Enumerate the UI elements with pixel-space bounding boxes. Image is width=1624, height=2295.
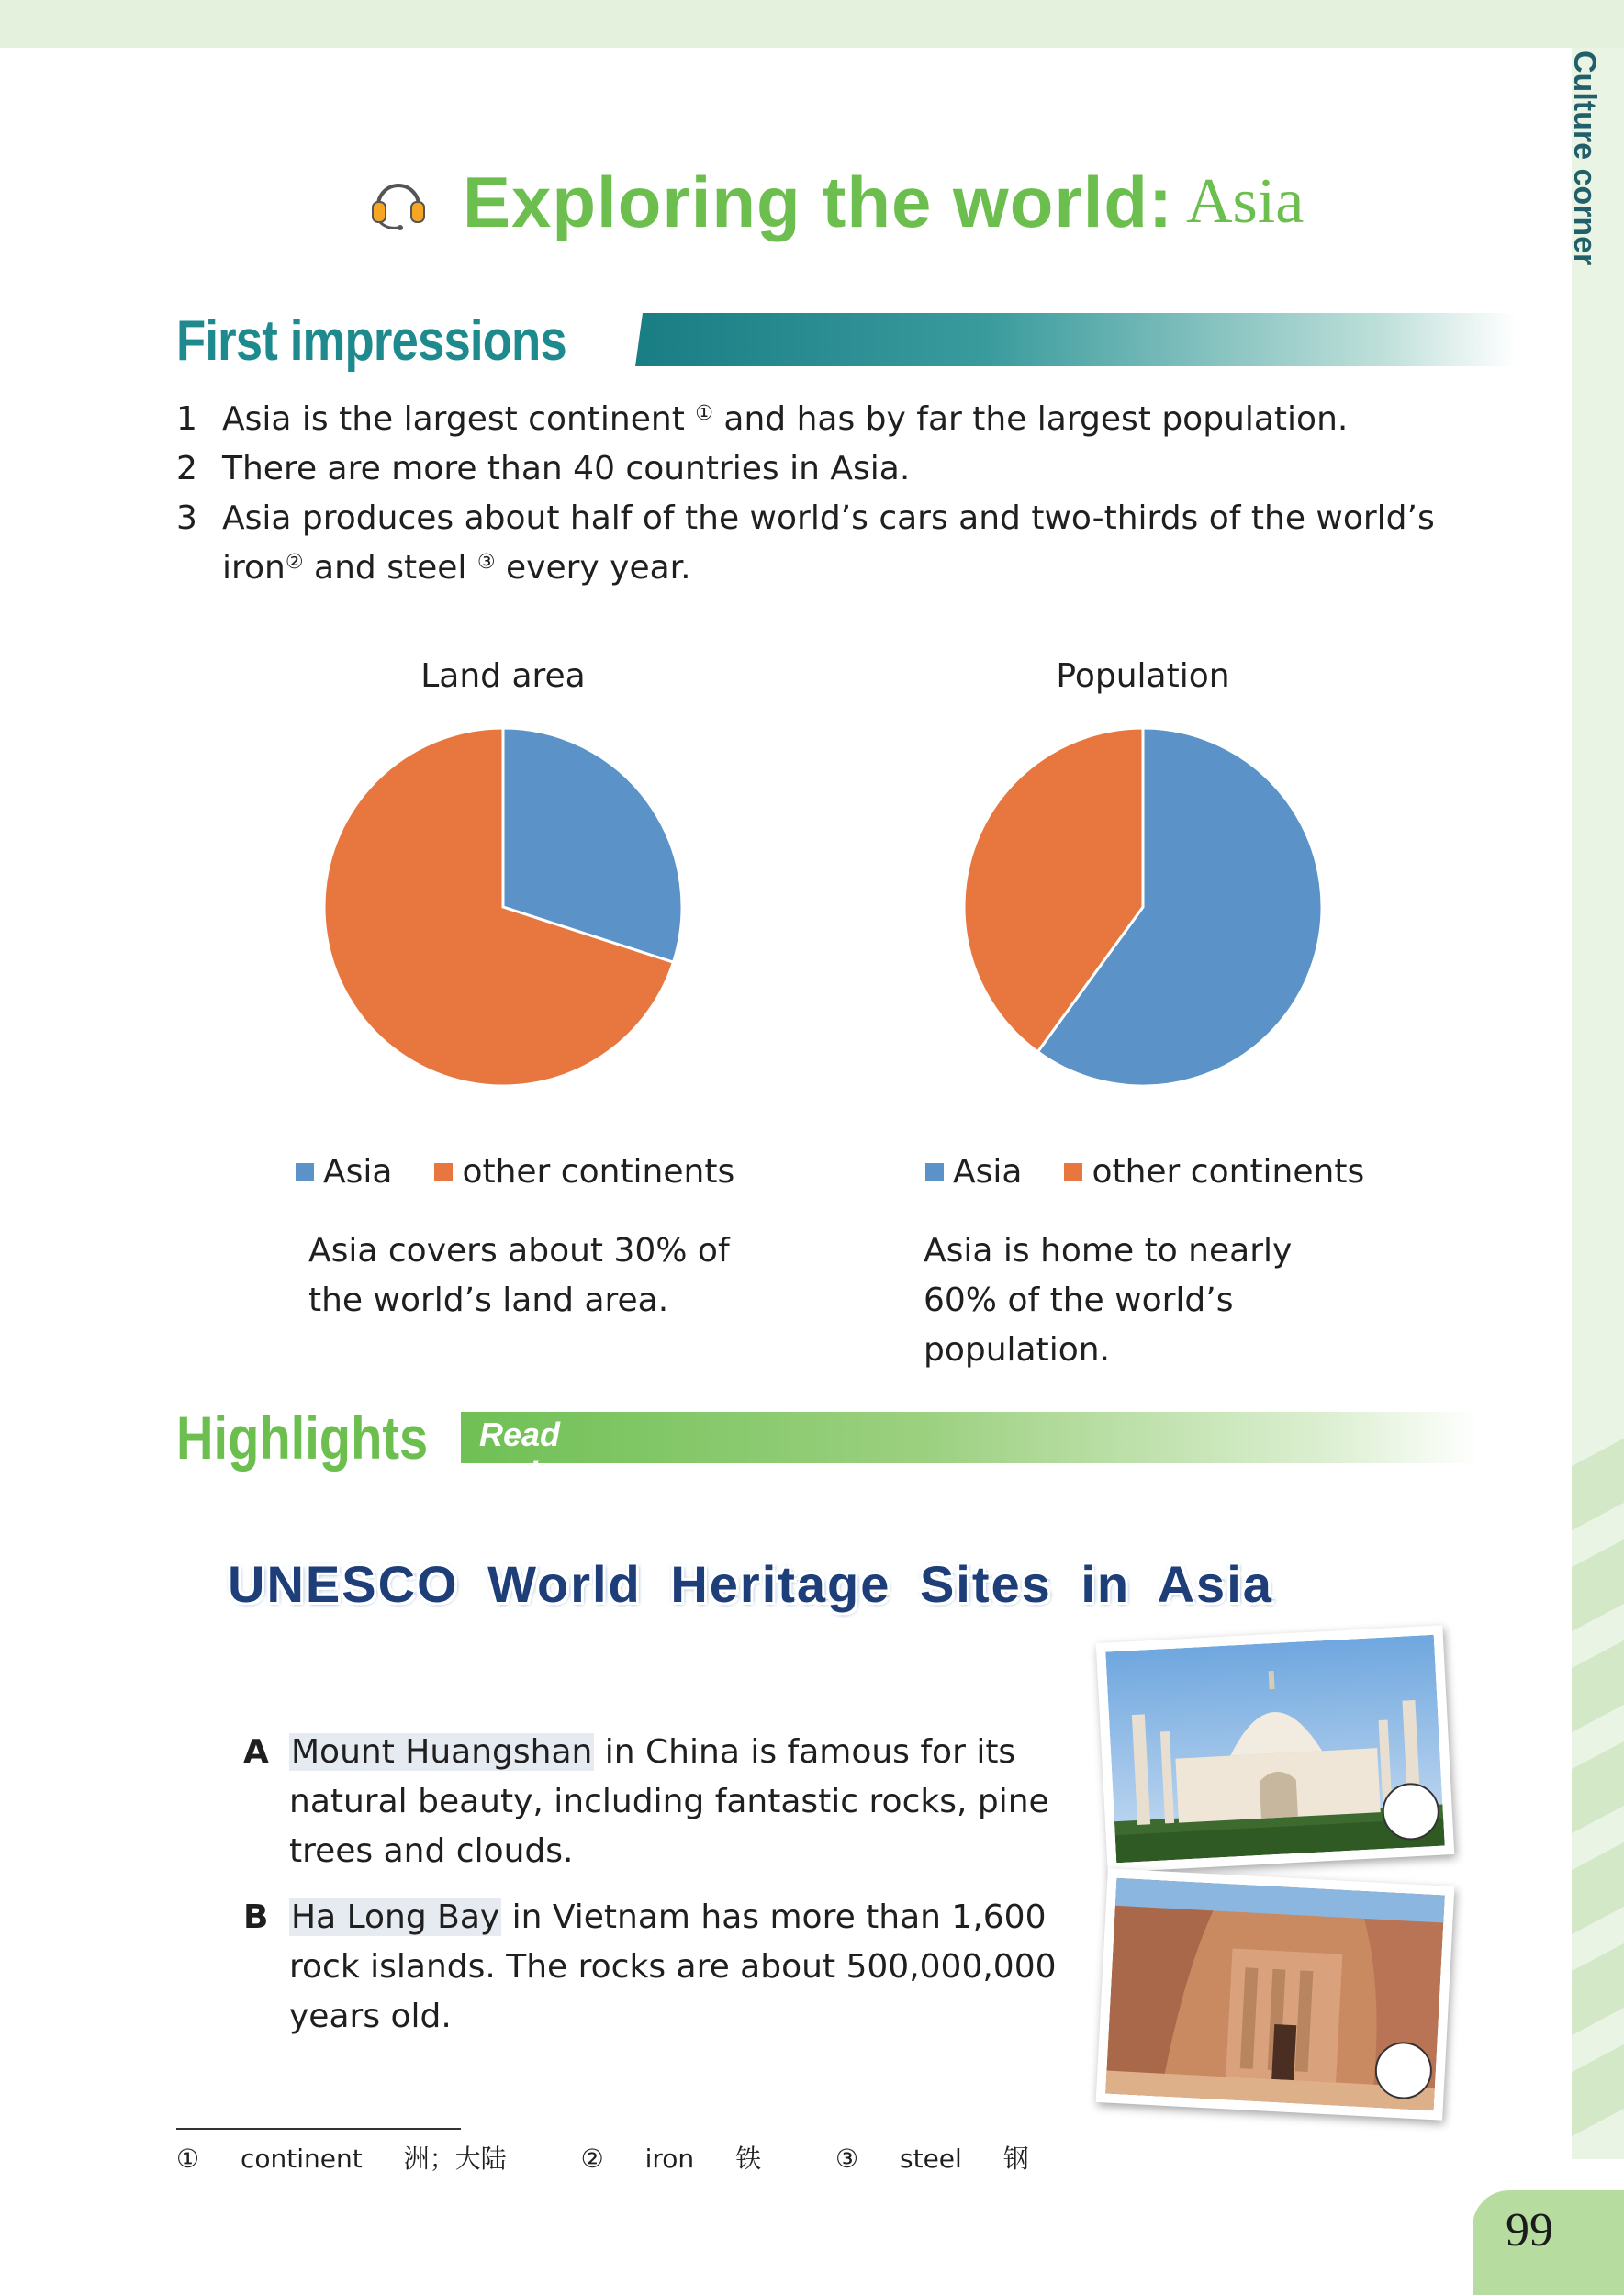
footnote-item: ③ steel 钢 (834, 2144, 1029, 2174)
pie-chart-land (319, 723, 687, 1091)
instruction-text: Read and match. (479, 1416, 587, 1530)
legend-swatch-other (1064, 1163, 1082, 1181)
fact-number: 3 (176, 499, 197, 537)
site-text: Mount Huangshan in China is famous for its natural beauty, including fantastic rocks, pine trees and clouds. (289, 1733, 1049, 1870)
fact-text: Asia is the largest continent ① and has by far the largest population. (222, 400, 1349, 438)
legend-label-asia: Asia (323, 1153, 393, 1191)
highlights-heading: Highlights (176, 1404, 429, 1472)
footnote-item: ① continent 洲；大陆 (176, 2144, 507, 2174)
footnotes (176, 2139, 1095, 2176)
legend-swatch-other (434, 1163, 453, 1181)
legend-swatch-asia (925, 1163, 944, 1181)
photo-taj-mahal (1096, 1625, 1455, 1872)
fact-number: 1 (176, 400, 197, 438)
footnote-ref: ② (285, 551, 304, 574)
footnote-ref: ③ (476, 551, 496, 574)
pie-title-population: Population (1056, 657, 1230, 695)
fact-text: Asia produces about half of the world’s cars and two-thirds of the world’s iron② and steel ③ every year. (222, 499, 1435, 587)
side-strip (1572, 48, 1624, 2159)
legend-label-asia: Asia (953, 1153, 1023, 1191)
legend-land (296, 1153, 734, 1191)
footnote-divider (176, 2128, 461, 2130)
legend-label-other: other continents (1092, 1153, 1365, 1191)
site-name: Mount Huangshan (291, 1733, 593, 1771)
page-number: 99 (1506, 2204, 1553, 2256)
photo-petra (1096, 1868, 1455, 2120)
legend-population (925, 1153, 1364, 1191)
footnote-ref: ① (695, 402, 713, 425)
footnote-item: ② iron 铁 (580, 2144, 762, 2174)
unesco-subtitle: UNESCO World Heritage Sites in Asia (228, 1555, 1273, 1613)
pie-title-land: Land area (420, 657, 586, 695)
legend-swatch-asia (296, 1163, 314, 1181)
first-impressions-header (176, 308, 617, 374)
site-letter: A (243, 1733, 269, 1771)
site-item-a (243, 1728, 1088, 1876)
site-text: Ha Long Bay in Vietnam has more than 1,600 rock islands. The rocks are about 500,000,000 years old. (289, 1898, 1057, 2035)
top-banner (0, 0, 1624, 48)
site-letter: B (243, 1898, 269, 1936)
sidebar-label: Culture corner (1567, 50, 1602, 266)
fact-item (176, 444, 1517, 494)
caption-land: Asia covers about 30% of the world’s land area. (308, 1232, 730, 1319)
fact-item (176, 494, 1517, 593)
caption-population: Asia is home to nearly 60% of the world’s population. (924, 1232, 1293, 1369)
title-sub: Asia (1186, 166, 1305, 237)
page-title (367, 156, 1304, 248)
legend-label-other: other continents (462, 1153, 735, 1191)
section-bar (461, 1412, 1480, 1463)
title-main: Exploring the world: (463, 161, 1173, 242)
fact-number: 2 (176, 450, 197, 487)
fact-item (176, 395, 1517, 444)
sites-list (243, 1728, 1088, 2058)
first-impressions-heading: First impressions (176, 308, 566, 373)
facts-list (176, 395, 1517, 593)
headset-icon[interactable] (367, 171, 430, 233)
section-bar (635, 313, 1517, 366)
site-item-b (243, 1893, 1088, 2042)
pie-chart-population (959, 723, 1327, 1091)
fact-text: There are more than 40 countries in Asia. (222, 450, 911, 487)
site-name: Ha Long Bay (291, 1898, 500, 1936)
